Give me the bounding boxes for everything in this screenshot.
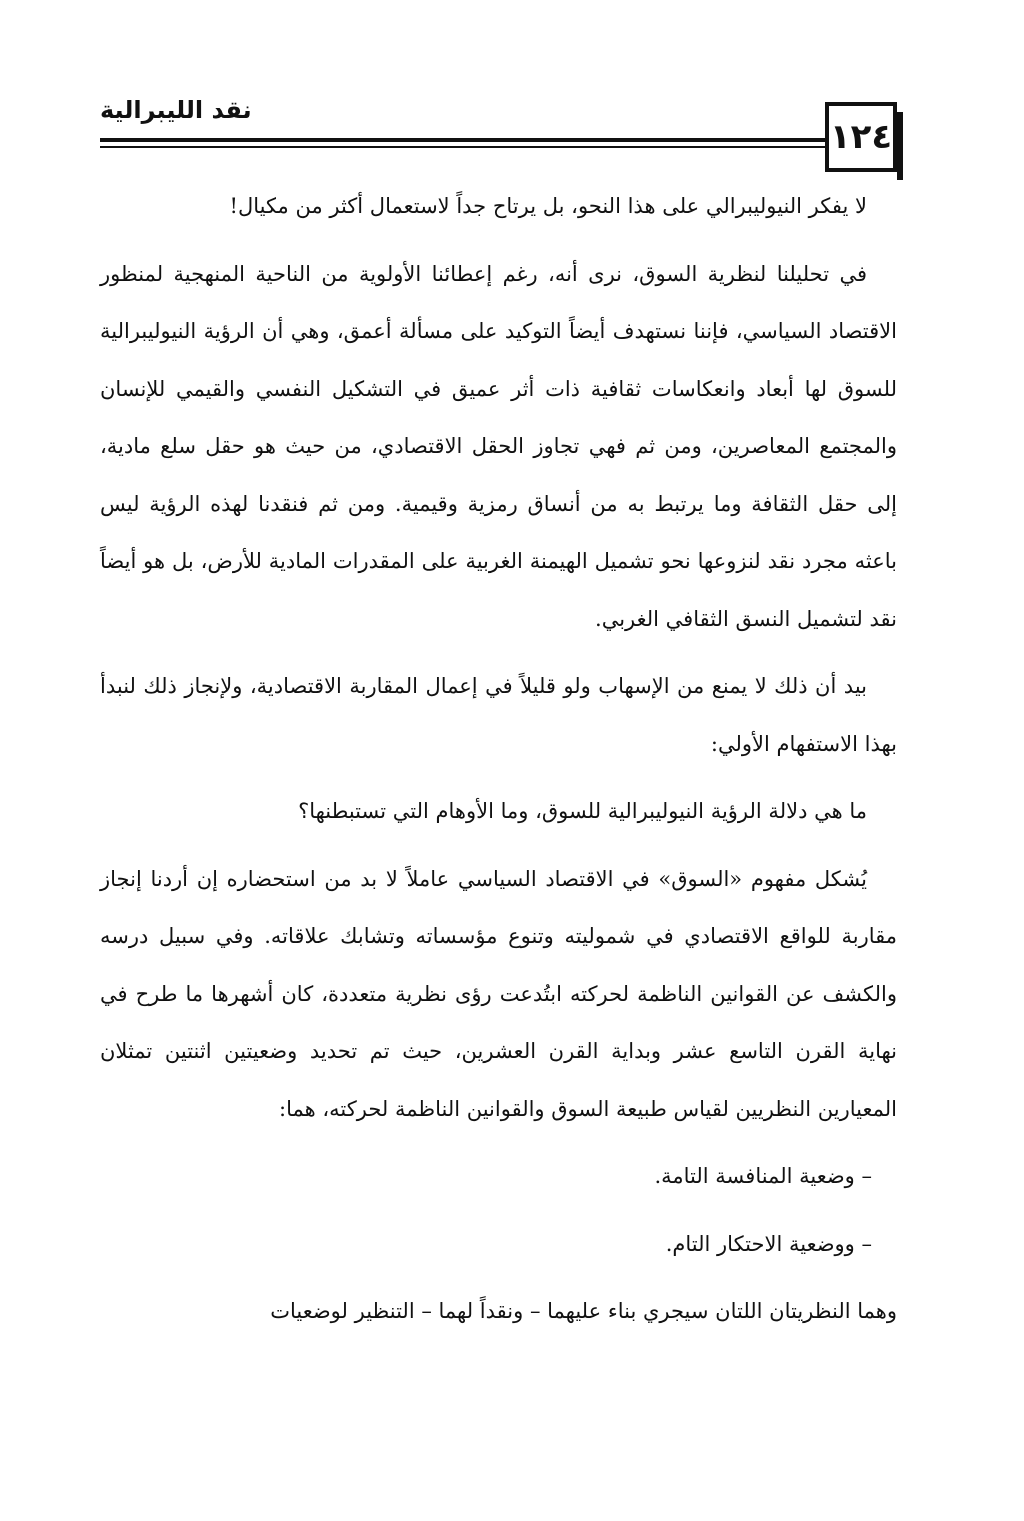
paragraph-4: ما هي دلالة الرؤية النيوليبرالية للسوق، وما الأوهام التي تستبطنها؟ — [298, 799, 867, 823]
paragraph-5: يُشكل مفهوم «السوق» في الاقتصاد السياسي عاملاً لا بد من استحضاره إن أردنا إنجاز مقاربة للواقع الاقتصادي في شموليته وتنوع مؤسساته وتشابك علاقاته. وفي سبيل درسه والكشف عن القوانين الناظمة لحركته ابتُدعت رؤى نظرية متعددة، كان أشهرها ما طرح في نهاية القرن التاسع عشر وبداية القرن العشرين، حيث تم تحديد وضعيتين اثنتين تمثلان المعيارين النظريين لقياس طبيعة السوق والقوانين الناظمة لحركته، هما: — [100, 866, 897, 1121]
header-rule-thin — [100, 146, 825, 148]
paragraph-3: بيد أن ذلك لا يمنع من الإسهاب ولو قليلاً في إعمال المقاربة الاقتصادية، ولإنجاز ذلك لنبدأ بهذا الاستفهام الأولي: — [100, 674, 897, 756]
list-item-2: – ووضعية الاحتكار التام. — [665, 1231, 872, 1256]
page-header — [0, 0, 1024, 200]
header-rule-thick — [100, 138, 825, 142]
paragraph-2: في تحليلنا لنظرية السوق، نرى أنه، رغم إعطائنا الأولوية من الناحية المنهجية لمنظور الاقتصاد السياسي، فإننا نستهدف أيضاً التوكيد على مسألة أعمق، وهي أن الرؤية النيوليبرالية للسوق لها أبعاد وانعكاسات ثقافية ذات أثر عميق في التشكيل النفسي والقيمي للإنسان والمجتمع المعاصرين، ومن ثم فهي تجاوز الحقل الاقتصادي، من حيث هو حقل سلع مادية، إلى حقل الثقافة وما يرتبط به من أنساق رمزية وقيمية. ومن ثم فنقدنا لهذه الرؤية ليس باعثه مجرد نقد لنزوعها نحو تشميل الهيمنة الغربية على المقدرات المادية للأرض، بل هو أيضاً نقد لتشميل النسق الثقافي الغربي. — [100, 261, 897, 631]
body-text — [100, 178, 897, 1341]
list-item-1: – وضعية المنافسة التامة. — [654, 1164, 872, 1188]
paragraph-6: وهما النظريتان اللتان سيجري بناء عليهما – ونقداً لهما – التنظير لوضعيات — [270, 1299, 897, 1323]
page-number: ١٢٤ — [825, 102, 897, 172]
running-head: نقد الليبرالية — [100, 96, 252, 124]
paragraph-1: لا يفكر النيوليبرالي على هذا النحو، بل يرتاح جداً لاستعمال أكثر من مكيال! — [229, 194, 867, 218]
